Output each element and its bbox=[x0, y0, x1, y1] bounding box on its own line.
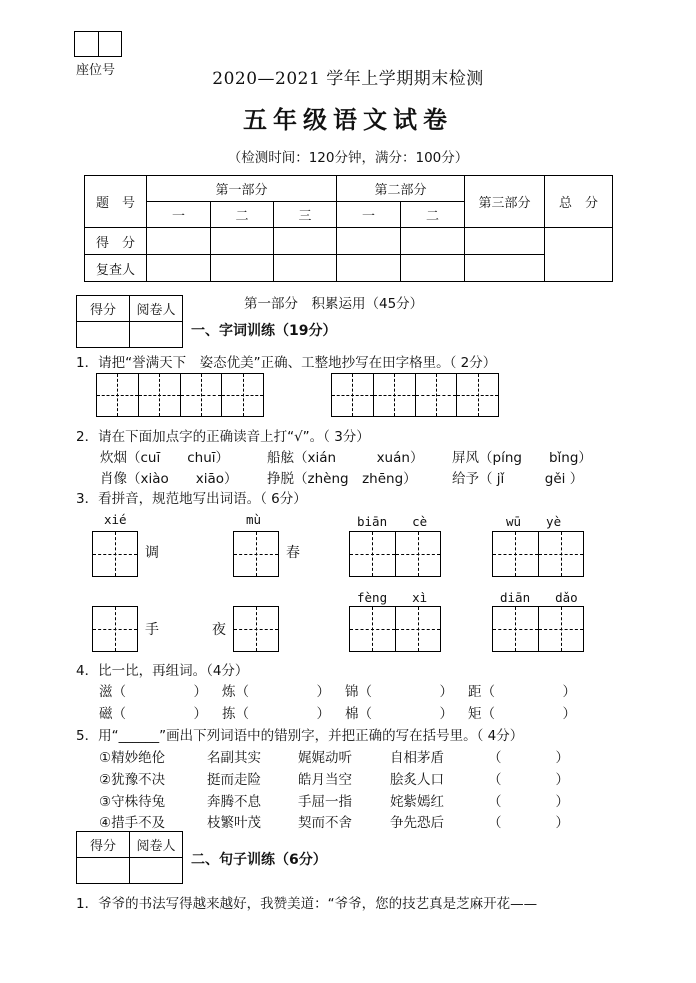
score-cell[interactable] bbox=[211, 228, 274, 255]
idiom-word: ②犹豫不决 bbox=[99, 772, 166, 788]
question-1: 1．请把“誉满天下 姿态优美”正确、工整地抄写在田字格里。（ 2分） bbox=[76, 355, 497, 371]
tianzige-box[interactable] bbox=[92, 606, 138, 652]
sub-header: 二 bbox=[211, 202, 274, 228]
correction-blank[interactable]: （ ） bbox=[488, 794, 569, 810]
review-cell[interactable] bbox=[337, 255, 401, 282]
part1-title: 第一部分 积累运用（45分） bbox=[244, 296, 424, 312]
pinyin-option[interactable]: 给予（ jǐ gěi ） bbox=[452, 471, 584, 487]
given-character: 调 bbox=[145, 545, 159, 561]
grader-reviewer-label: 阅卷人 bbox=[130, 296, 183, 322]
pinyin-option[interactable]: 船舷（xián xuán） bbox=[267, 450, 424, 466]
tianzige-box[interactable] bbox=[233, 531, 279, 577]
correction-blank[interactable]: （ ） bbox=[488, 750, 569, 766]
total-score-cell[interactable] bbox=[545, 228, 613, 282]
section2-title: 二、句子训练（6分） bbox=[191, 852, 327, 868]
sub-header: 二 bbox=[401, 202, 465, 228]
header-part1: 第一部分 bbox=[147, 176, 337, 202]
pinyin-prompt: diān dǎo bbox=[500, 590, 578, 605]
grader-score-cell[interactable] bbox=[77, 322, 130, 348]
tianzige-box[interactable] bbox=[492, 606, 584, 652]
grader-score-label: 得分 bbox=[77, 296, 130, 322]
score-cell[interactable] bbox=[465, 228, 545, 255]
sub-header: 一 bbox=[337, 202, 401, 228]
idiom-word: 契而不舍 bbox=[298, 815, 352, 831]
word-blank[interactable]: 棉（ ） bbox=[345, 706, 453, 722]
idiom-word: 娓娓动听 bbox=[298, 750, 352, 766]
pinyin-option[interactable]: 屏风（píng bǐng） bbox=[452, 450, 592, 466]
correction-blank[interactable]: （ ） bbox=[488, 772, 569, 788]
pinyin-prompt: biān cè bbox=[357, 514, 428, 529]
sub-header: 三 bbox=[274, 202, 337, 228]
grader-box bbox=[76, 295, 183, 348]
idiom-word: 手屈一指 bbox=[298, 794, 352, 810]
word-blank[interactable]: 距（ ） bbox=[468, 684, 576, 700]
tianzige-box[interactable] bbox=[233, 606, 279, 652]
score-cell[interactable] bbox=[274, 228, 337, 255]
grader-reviewer-cell[interactable] bbox=[130, 322, 183, 348]
grader-score-cell[interactable] bbox=[77, 858, 130, 884]
question-2: 2．请在下面加点字的正确读音上打“√”。（ 3分） bbox=[76, 429, 370, 445]
tianzige-group-2[interactable] bbox=[331, 373, 499, 417]
pinyin-option[interactable]: 挣脱（zhèng zhēng） bbox=[267, 471, 417, 487]
review-cell[interactable] bbox=[147, 255, 211, 282]
question-5: 5．用“______”画出下列词语中的错别字，并把正确的写在括号里。（ 4分） bbox=[76, 728, 524, 744]
exam-meta: （检测时间：120分钟，满分：100分） bbox=[227, 150, 469, 166]
pinyin-prompt: mù bbox=[246, 512, 262, 527]
idiom-word: ④措手不及 bbox=[99, 815, 166, 831]
score-cell[interactable] bbox=[147, 228, 211, 255]
grader-reviewer-cell[interactable] bbox=[130, 858, 183, 884]
tianzige-box[interactable] bbox=[349, 531, 441, 577]
idiom-word: 姹紫嫣红 bbox=[390, 794, 444, 810]
question-3: 3．看拼音，规范地写出词语。（ 6分） bbox=[76, 491, 307, 507]
exam-title: 五年级语文试卷 bbox=[243, 105, 453, 134]
word-blank[interactable]: 拣（ ） bbox=[222, 706, 330, 722]
score-table bbox=[84, 175, 613, 282]
pinyin-prompt: xié bbox=[104, 512, 127, 527]
tianzige-group-1[interactable] bbox=[96, 373, 264, 417]
grader-score-label: 得分 bbox=[77, 832, 130, 858]
section1-title: 一、字词训练（19分） bbox=[191, 323, 337, 339]
idiom-word: 皓月当空 bbox=[298, 772, 352, 788]
header-part3: 第三部分 bbox=[465, 176, 545, 228]
idiom-word: 奔腾不息 bbox=[207, 794, 261, 810]
idiom-word: 争先恐后 bbox=[390, 815, 444, 831]
review-cell[interactable] bbox=[274, 255, 337, 282]
tianzige-box[interactable] bbox=[349, 606, 441, 652]
question-4: 4．比一比，再组词。（4分） bbox=[76, 663, 249, 679]
header-part2: 第二部分 bbox=[337, 176, 465, 202]
seat-number-label: 座位号 bbox=[76, 63, 116, 78]
idiom-word: ①精妙绝伦 bbox=[99, 750, 166, 766]
pinyin-option[interactable]: 炊烟（cuī chuī） bbox=[100, 450, 230, 466]
idiom-word: 脍炙人口 bbox=[390, 772, 444, 788]
pinyin-option[interactable]: 肖像（xiào xiāo） bbox=[100, 471, 238, 487]
idiom-word: ③守株待兔 bbox=[99, 794, 166, 810]
word-blank[interactable]: 炼（ ） bbox=[222, 684, 330, 700]
seat-number-box bbox=[74, 31, 122, 57]
word-blank[interactable]: 锦（ ） bbox=[345, 684, 453, 700]
row-review-label: 复查人 bbox=[85, 255, 147, 282]
pinyin-prompt: wū yè bbox=[506, 514, 562, 529]
idiom-word: 自相茅盾 bbox=[390, 750, 444, 766]
tianzige-box[interactable] bbox=[492, 531, 584, 577]
pinyin-prompt: fèng xì bbox=[357, 590, 428, 605]
word-blank[interactable]: 磁（ ） bbox=[99, 706, 207, 722]
idiom-word: 枝繁叶茂 bbox=[207, 815, 261, 831]
review-cell[interactable] bbox=[401, 255, 465, 282]
idiom-word: 名副其实 bbox=[207, 750, 261, 766]
sentence-question-1: 1．爷爷的书法写得越来越好，我赞美道：“爷爷，您的技艺真是芝麻开花—— bbox=[76, 896, 538, 912]
word-blank[interactable]: 滋（ ） bbox=[99, 684, 207, 700]
given-character: 夜 bbox=[212, 622, 226, 638]
word-blank[interactable]: 矩（ ） bbox=[468, 706, 576, 722]
grader-box bbox=[76, 831, 183, 884]
header-question-number: 题 号 bbox=[85, 176, 147, 228]
row-score-label: 得 分 bbox=[85, 228, 147, 255]
correction-blank[interactable]: （ ） bbox=[488, 815, 569, 831]
sub-header: 一 bbox=[147, 202, 211, 228]
score-cell[interactable] bbox=[337, 228, 401, 255]
score-cell[interactable] bbox=[401, 228, 465, 255]
idiom-word: 挺而走险 bbox=[207, 772, 261, 788]
exam-term-line: 2020—2021 学年上学期期末检测 bbox=[212, 69, 484, 89]
given-character: 春 bbox=[286, 545, 300, 561]
review-cell[interactable] bbox=[465, 255, 545, 282]
header-total: 总 分 bbox=[545, 176, 613, 228]
review-cell[interactable] bbox=[211, 255, 274, 282]
given-character: 手 bbox=[145, 622, 159, 638]
tianzige-box[interactable] bbox=[92, 531, 138, 577]
grader-reviewer-label: 阅卷人 bbox=[130, 832, 183, 858]
